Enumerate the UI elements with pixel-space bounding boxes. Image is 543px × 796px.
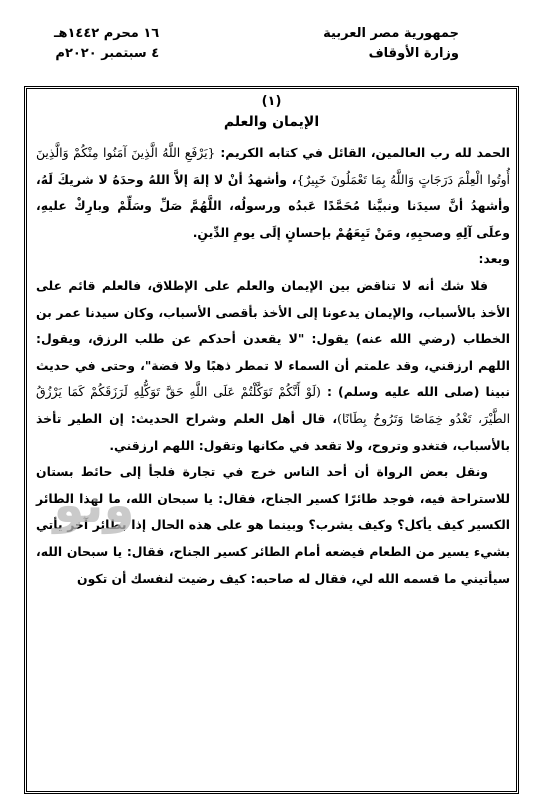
ministry-name: وزارة الأوقاف [368,46,459,61]
paragraph-2: ونقل بعض الرواة أن أحد الناس خرج في تجارة فلجأ إلى حائط بستان للاستراحة فيه، فوجد طائرًا كسير الجناح، فقال: يا سبحان الله، ما لهذا الطائر الكسير كيف يأكل؟ وكيف يشرب؟ وبينما هو على هذه الحال إذا بطائر آخر يأتي بشيء يسير من الطعام فيضعه أمام الطائر كسير الجناح، فقال: يا سبحان الله، سيأتيني ما قسمه الله لي، فقال له صاحبه: كيف رضيت لنفسك أن تكون [36,464,510,586]
document-number: (١) [261,94,282,109]
intro-paragraph [36,140,510,246]
hijri-date: ١٦ محرم ١٤٤٢هـ [54,26,160,41]
paragraph-1-text: فلا شك أنه لا تناقض بين الإيمان والعلم على الإطلاق، فالعلم قائم على الأخذ بالأسباب، والإيمان يدعونا إلى الأخذ بأقصى الأسباب، وكان سيدنا عمر بن الخطاب (رضي الله عنه) يقول: "لا يقعدن أحدكم عن طلب الرزق، ويقول: اللهم ارزقني، وقد علمتم أن السماء لا تمطر ذهبًا ولا فضة"، وحتى في حديث نبينا (صلى الله عليه وسلم) : [36,277,510,400]
date-block [54,24,159,64]
gregorian-date: ٤ سبتمبر ٢٠٢٠م [55,46,160,61]
quran-verse: {يَرْفَعِ اللَّهُ الَّذِينَ آمَنُوا مِنْكُمْ وَالَّذِينَ أُوتُوا الْعِلْمَ دَرَجَاتٍ وَاللَّهُ بِمَا تَعْمَلُونَ خَبِيرٌ} [36,145,510,187]
country-name: جمهورية مصر العربية [323,26,459,41]
paragraph-1 [36,273,510,459]
watermark-logo [38,468,150,538]
document-title: الإيمان والعلم [223,114,320,130]
wabaad-label: وبعد: [478,251,510,267]
issuer-block [323,24,459,64]
shahada-text: ، وأشهدُ أنْ لا إلهَ إلاَّ اللهُ وحدَهُ لا شريكَ لَهُ، وأشهدُ أنَّ سيدَنا ونبيَّنا مُحَمَّدًا عَبدُه ورسولُه، اللَّهُمَّ صَلِّ وسَلِّمْ وبارِكْ عليهِ، وعلَى آلِهِ وصحبِهِ، ومَنْ تَبِعَهُمْ بإحسانٍ إلَى يومِ الدِّينِ. [36,171,510,240]
watermark-text: ونو [53,476,135,534]
hadith-quote: (لَوْ أَنَّكُمْ تَوَكَّلْتُمْ عَلَى اللَّهِ حَقَّ تَوَكُّلِهِ لَرَزَقَكُمْ كَمَا يَرْزُقُ الطَّيْرَ، تَغْدُو خِمَاصًا وَتَرُوحُ بِطَانًا) [36,384,511,426]
intro-text: الحمد لله رب العالمين، القائل في كتابه الكريم: [220,145,510,160]
paragraph-1-end: ، قال أهل العلم وشراح الحديث: إن الطير تأخذ بالأسباب، فتغدو وتروح، ولا تقعد في مكانها وتقول: اللهم ارزقني. [36,410,510,453]
document-header [0,0,543,86]
